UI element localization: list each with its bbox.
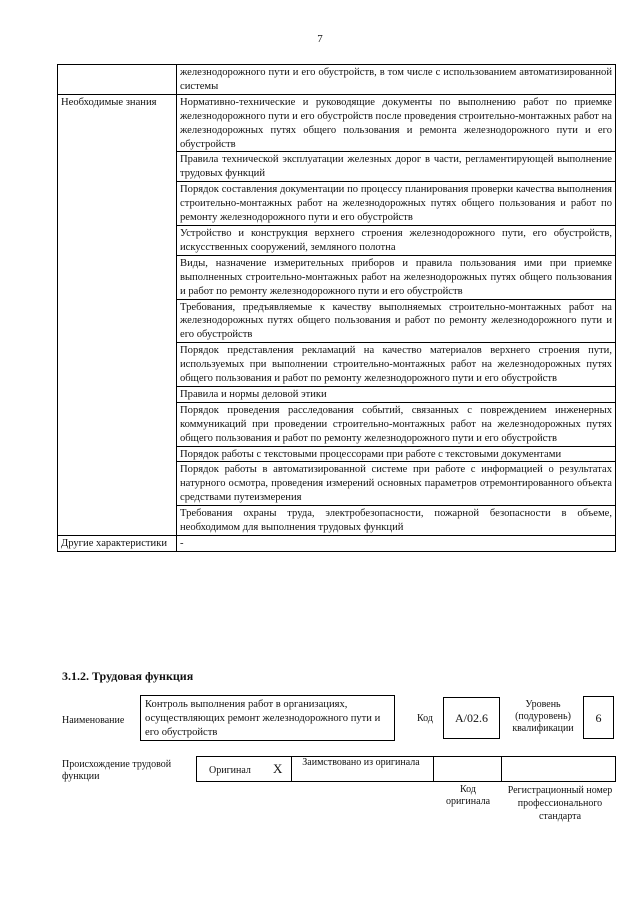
row-label: Необходимые знания xyxy=(58,94,177,152)
code-original-label: Код оригинала xyxy=(445,784,491,807)
row-label: Другие характеристики xyxy=(58,536,177,552)
name-label: Наименование xyxy=(62,715,125,726)
row-text: Требования охраны труда, электробезопасности, пожарной безопасности в объеме, необходимом для выполнения трудовых функций xyxy=(177,506,616,536)
row-label xyxy=(58,225,177,255)
original-label: Оригинал xyxy=(209,765,251,776)
row-label xyxy=(58,402,177,446)
row-label xyxy=(58,343,177,387)
row-text: железнодорожного пути и его обустройств, в том числе с использованием автоматизированной системы xyxy=(177,65,616,95)
row-text: Правила технической эксплуатации железных дорог в части, регламентирующей выполнение трудовых функций xyxy=(177,152,616,182)
row-text: Порядок работы в автоматизированной системе при работе с информацией о результатах натурного осмотра, проведения измерений основных параметров отремонтированного объекта средствами путеизмерения xyxy=(177,462,616,506)
divider xyxy=(501,757,502,781)
page-number: 7 xyxy=(317,33,323,45)
function-name-box xyxy=(140,695,395,741)
row-label xyxy=(58,462,177,506)
row-label xyxy=(58,386,177,402)
row-text: Порядок составления документации по процессу планирования проверки качества выполнения строительно-монтажных работ на железнодорожных путях общего пользования и работ по ремонту железнодорожного пути и его обустройств xyxy=(177,182,616,226)
table-row xyxy=(58,65,616,95)
row-label xyxy=(58,65,177,95)
table-row xyxy=(58,402,616,446)
level-box xyxy=(583,696,614,739)
row-text: Порядок проведения расследования событий, связанных с повреждением инженерных коммуникаций при проведении строительно-монтажных работ на железнодорожных путях общего пользования и работ по ремонту железнодорожного пути и его обустройств xyxy=(177,402,616,446)
level-label: Уровень (подуровень) квалификации xyxy=(512,699,574,734)
row-text: Устройство и конструкция верхнего строения железнодорожного пути, его обустройств, искусственных сооружений, земляного полотна xyxy=(177,225,616,255)
divider xyxy=(291,757,292,781)
table-row xyxy=(58,152,616,182)
origin-label: Происхождение трудовой функции xyxy=(62,759,172,782)
row-label xyxy=(58,446,177,462)
row-text: Требования, предъявляемые к качеству выполняемых строительно-монтажных работ на железнодорожных путях общего пользования и работ по ремонту железнодорожного пути и его обустройств xyxy=(177,299,616,343)
row-text: Виды, назначение измерительных приборов и правила пользования ими при приемке выполненных строительно-монтажных работ на железнодорожных путях общего пользования и работ по ремонту железнодорожного пути и его обустройств xyxy=(177,255,616,299)
original-mark: Х xyxy=(273,761,283,776)
level-value: 6 xyxy=(595,710,602,725)
row-label xyxy=(58,152,177,182)
row-text: Правила и нормы деловой этики xyxy=(177,386,616,402)
origin-box xyxy=(196,756,616,782)
row-text: - xyxy=(177,536,616,552)
table-row xyxy=(58,462,616,506)
code-label: Код xyxy=(417,713,433,724)
code-value: А/02.6 xyxy=(455,711,488,725)
row-text: Порядок работы с текстовыми процессорами при работе с текстовыми документами xyxy=(177,446,616,462)
section-title: 3.1.2. Трудовая функция xyxy=(62,669,194,683)
table-row xyxy=(58,446,616,462)
code-box xyxy=(443,697,500,739)
table-row xyxy=(58,506,616,536)
table-row xyxy=(58,94,616,152)
row-label xyxy=(58,255,177,299)
row-text: Порядок представления рекламаций на качество материалов верхнего строения пути, используемых при выполнении строительно-монтажных работ на железнодорожных путях общего пользования и работ по ремонту железнодорожного пути и его обустройств xyxy=(177,343,616,387)
row-label xyxy=(58,506,177,536)
table-row xyxy=(58,536,616,552)
table-row xyxy=(58,225,616,255)
table-row xyxy=(58,386,616,402)
function-name-value: Контроль выполнения работ в организациях, осуществляющих ремонт железнодорожного пути и его обустройств xyxy=(145,699,381,738)
reg-number-label: Регистрационный номер профессионального стандарта xyxy=(507,785,613,822)
row-label xyxy=(58,299,177,343)
table-row xyxy=(58,299,616,343)
row-text: Нормативно-технические и руководящие документы по выполнению работ по приемке железнодорожного пути и его обустройств после проведения строительно-монтажных работ на железнодорожных путях общего пользования и ремонта железнодорожного пути и его обустройств xyxy=(177,94,616,152)
knowledge-table xyxy=(57,64,616,552)
table-row xyxy=(58,255,616,299)
borrowed-label: Заимствовано из оригинала xyxy=(302,757,420,768)
table-row xyxy=(58,343,616,387)
table-row xyxy=(58,182,616,226)
divider xyxy=(433,757,434,781)
row-label xyxy=(58,182,177,226)
